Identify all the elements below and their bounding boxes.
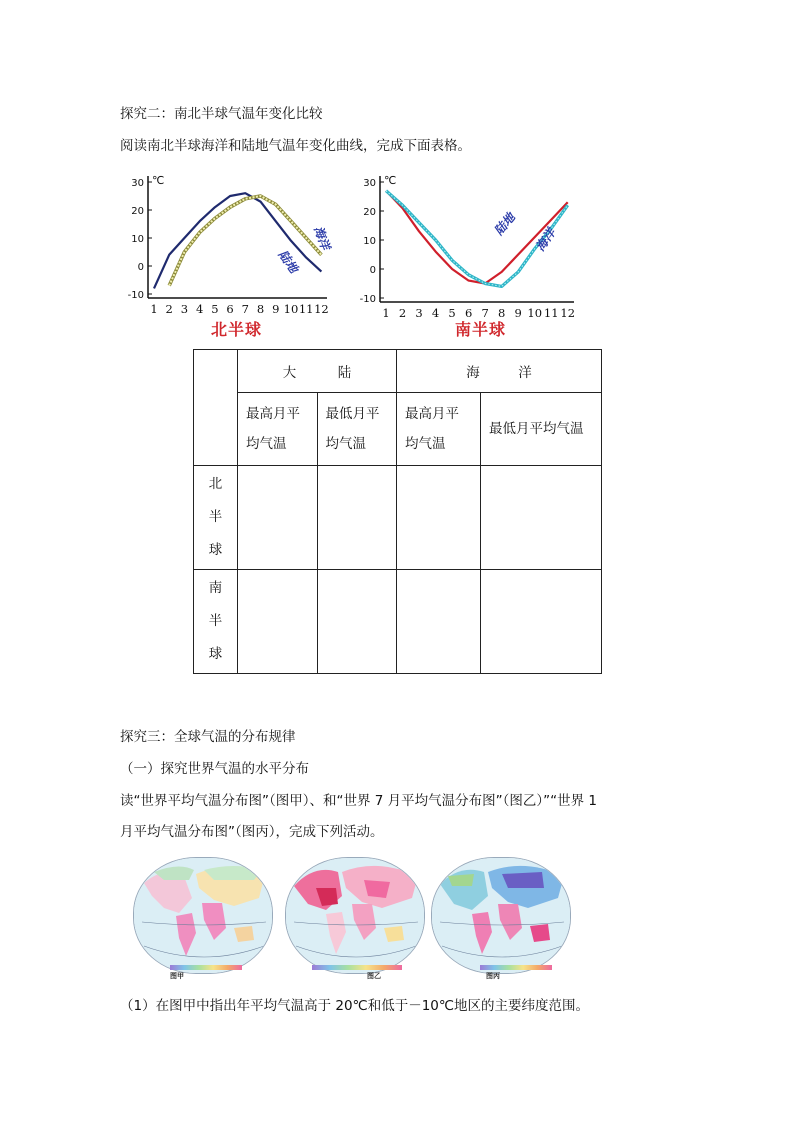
x-tick-label: 7	[241, 302, 249, 316]
x-tick-label: 12	[314, 302, 329, 316]
map-bing	[428, 857, 573, 982]
section3-para-line2: 月平均气温分布图”（图丙），完成下列活动。	[120, 824, 384, 840]
row-south-c1: 南	[208, 580, 223, 596]
map-bing-globe	[431, 857, 571, 974]
series-line	[169, 196, 321, 286]
map-yi-legend	[312, 965, 402, 970]
series-annotation: 陆地	[275, 247, 301, 276]
cell-north-land-max[interactable]	[238, 466, 318, 570]
map-yi	[282, 857, 427, 982]
header-land-min-l1: 最低月平	[325, 406, 380, 422]
header-ocean-min	[481, 393, 602, 466]
section3-title: 探究三：全球气温的分布规律	[120, 729, 296, 745]
x-tick-label: 3	[415, 306, 423, 318]
x-tick-label: 6	[464, 306, 473, 318]
header-ocean-max-l2: 均气温	[405, 436, 446, 452]
row-north-c1: 北	[208, 476, 223, 492]
y-tick-label: 0	[137, 262, 144, 273]
y-tick-label: 20	[131, 206, 144, 217]
header-land-min	[317, 393, 397, 466]
chart-north-caption: 北半球	[211, 320, 263, 339]
row-south-c3: 球	[208, 646, 223, 662]
x-tick-label: 8	[497, 306, 506, 318]
x-tick-label: 9	[514, 306, 522, 318]
y-unit-label: ℃	[152, 174, 165, 187]
cell-south-land-max[interactable]	[238, 570, 318, 674]
y-tick-label: 30	[363, 178, 376, 189]
x-tick-label: 7	[481, 306, 489, 318]
section3-para-line1: 读“世界平均气温分布图”（图甲）、和“世界 7 月平均气温分布图”（图乙）”“世界 1	[120, 793, 598, 809]
x-tick-label: 2	[165, 302, 173, 316]
x-tick-label: 11	[543, 306, 559, 318]
chart-south	[350, 168, 585, 318]
x-tick-label: 2	[398, 306, 407, 318]
row-label-south	[194, 570, 238, 674]
comparison-table	[193, 349, 602, 674]
x-tick-label: 1	[150, 302, 158, 316]
y-tick-label: 20	[363, 207, 376, 218]
cell-south-ocean-max[interactable]	[397, 570, 481, 674]
y-tick-label: -10	[127, 290, 144, 301]
x-tick-label: 12	[560, 306, 576, 318]
cell-north-land-min[interactable]	[317, 466, 397, 570]
header-land-max-l1: 最高月平	[246, 406, 300, 422]
map-jia-svg	[134, 858, 272, 973]
chart-south-caption: 南半球	[455, 320, 507, 339]
header-ocean-max-l1: 最高月平	[405, 406, 459, 422]
cell-south-ocean-min[interactable]	[481, 570, 602, 674]
map-yi-globe	[285, 857, 425, 974]
y-unit-label: ℃	[384, 174, 397, 187]
section2-title: 探究二：南北半球气温年变化比较	[120, 106, 323, 122]
map-jia-globe	[133, 857, 273, 974]
y-tick-label: 30	[131, 178, 144, 189]
header-ocean	[397, 350, 602, 393]
x-tick-label: 3	[180, 302, 189, 316]
row-south-c2: 半	[208, 613, 223, 629]
section3-sub1: （一）探究世界气温的水平分布	[120, 761, 309, 777]
header-ocean-max	[397, 393, 481, 466]
map-bing-svg	[432, 858, 570, 973]
chart-south-svg	[350, 168, 585, 318]
header-land-max-l2: 均气温	[246, 436, 287, 452]
map-bing-legend	[480, 965, 552, 970]
map-jia-legend	[170, 965, 242, 970]
x-tick-label: 5	[211, 302, 219, 316]
x-tick-label: 1	[382, 306, 390, 318]
map-jia-label: 图甲	[170, 972, 184, 980]
cell-north-ocean-min[interactable]	[481, 466, 602, 570]
series-annotation: 海洋	[532, 226, 559, 254]
x-tick-label: 10	[527, 306, 543, 318]
x-tick-label: 4	[431, 306, 440, 318]
header-ocean-min-text: 最低月平均气温	[489, 421, 584, 437]
series-annotation: 海洋	[311, 224, 333, 252]
x-tick-label: 9	[272, 302, 280, 316]
y-tick-label: 10	[363, 236, 376, 247]
header-ocean-char1: 海	[466, 365, 480, 381]
map-bing-label: 图丙	[486, 972, 500, 980]
header-continent-char1: 大	[282, 365, 297, 381]
x-tick-label: 8	[256, 302, 265, 316]
x-tick-label: 11	[298, 302, 314, 316]
chart-north	[118, 168, 338, 318]
y-tick-label: 10	[131, 234, 144, 245]
x-tick-label: 5	[448, 306, 456, 318]
series-annotation: 陆地	[491, 210, 518, 238]
cell-north-ocean-max[interactable]	[397, 466, 481, 570]
table-corner	[194, 350, 238, 466]
section2-intro: 阅读南北半球海洋和陆地气温年变化曲线，完成下面表格。	[120, 138, 471, 154]
map-yi-label: 图乙	[367, 972, 381, 980]
y-tick-label: 0	[369, 265, 376, 276]
row-north-c2: 半	[208, 509, 223, 525]
row-label-north	[194, 466, 238, 570]
x-tick-label: 4	[195, 302, 204, 316]
y-tick-label: -10	[359, 294, 376, 305]
x-tick-label: 6	[226, 302, 234, 316]
question-1: （1）在图甲中指出年平均气温高于 20℃和低于－10℃地区的主要纬度范围。	[120, 998, 590, 1014]
map-yi-svg	[286, 858, 424, 973]
chart-north-svg	[118, 168, 338, 318]
cell-south-land-min[interactable]	[317, 570, 397, 674]
header-continent-char2: 陆	[337, 365, 352, 381]
header-continent	[238, 350, 397, 393]
row-north-c3: 球	[208, 542, 223, 558]
header-ocean-char2: 洋	[518, 365, 532, 381]
map-jia	[130, 857, 275, 982]
x-tick-label: 10	[283, 302, 299, 316]
series-line	[154, 193, 321, 288]
header-land-max	[238, 393, 318, 466]
header-land-min-l2: 均气温	[325, 436, 366, 452]
